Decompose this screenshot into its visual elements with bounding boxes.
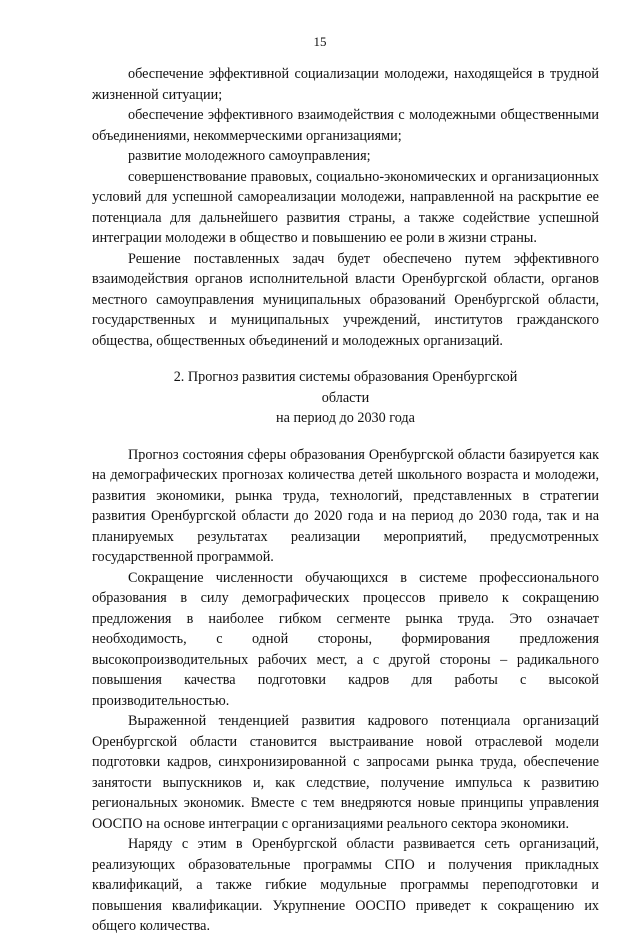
- paragraph: обеспечение эффективной социализации молодежи, находящейся в трудной жизненной ситуации;: [92, 66, 599, 103]
- paragraph: Решение поставленных задач будет обеспечено путем эффективного взаимодействия органов исполнительной власти Оренбургской области, органов местного самоуправления муниципальных образований Оренбургской области, государственных и муниципальных учреждений, институтов гражданского общества, общественных объединений и молодежных организаций.: [92, 250, 599, 349]
- section-heading-line: на период до 2030 года: [276, 410, 415, 426]
- paragraph: Сокращение численности обучающихся в системе профессионального образования в силу демографических процессов привело к сокращению предложения в наиболее гибком сегменте рынка труда. Это означает необходимость, с одной стороны, формирования предложения высокопроизводительных рабочих мест, а с другой стороны – радикального повышения качества подготовки кадров для работы с высокой производительностью.: [92, 569, 599, 709]
- paragraph: совершенствование правовых, социально-экономических и организационных условий для успешной самореализации молодежи, направленной на раскрытие ее потенциала для дальнейшего развития страны, а также содействие успешной интеграции молодежи в общество и повышению ее роли в жизни страны.: [92, 168, 599, 246]
- paragraph: Выраженной тенденцией развития кадрового потенциала организаций Оренбургской области становится выстраивание новой отраслевой модели подготовки кадров, синхронизированной с запросами рынка труда, обеспечение занятости выпускников и, как следствие, получение импульса к развитию региональных экономик. Вместе с тем внедряются новые принципы управления ООСПО на основе интеграции с организациями реального сектора экономики.: [92, 713, 599, 832]
- section-heading-line: 2. Прогноз развития системы образования Оренбургской области: [173, 369, 518, 406]
- paragraph: развитие молодежного самоуправления;: [128, 148, 371, 164]
- document-body: [92, 64, 599, 937]
- paragraph: Наряду с этим в Оренбургской области развивается сеть организаций, реализующих образовательные программы СПО и получения прикладных квалификаций, а также гибкие модульные программы переподготовки и повышения квалификации. Укрупнение ООСПО приведет к сокращению их общего количества.: [92, 836, 599, 934]
- page-number: 15: [313, 34, 327, 49]
- section-heading: [92, 367, 599, 429]
- paragraph: обеспечение эффективного взаимодействия с молодежными общественными объединениями, некоммерческими организациями;: [92, 107, 599, 144]
- paragraph: Прогноз состояния сферы образования Оренбургской области базируется как на демографических прогнозах количества детей школьного возраста и молодежи, развития экономики, рынка труда, технологий, представленных в стратегии развития Оренбургской области до 2020 года и на период до 2030 года, так и на планируемых результатах реализации мероприятий, предусмотренных государственной программой.: [92, 446, 599, 565]
